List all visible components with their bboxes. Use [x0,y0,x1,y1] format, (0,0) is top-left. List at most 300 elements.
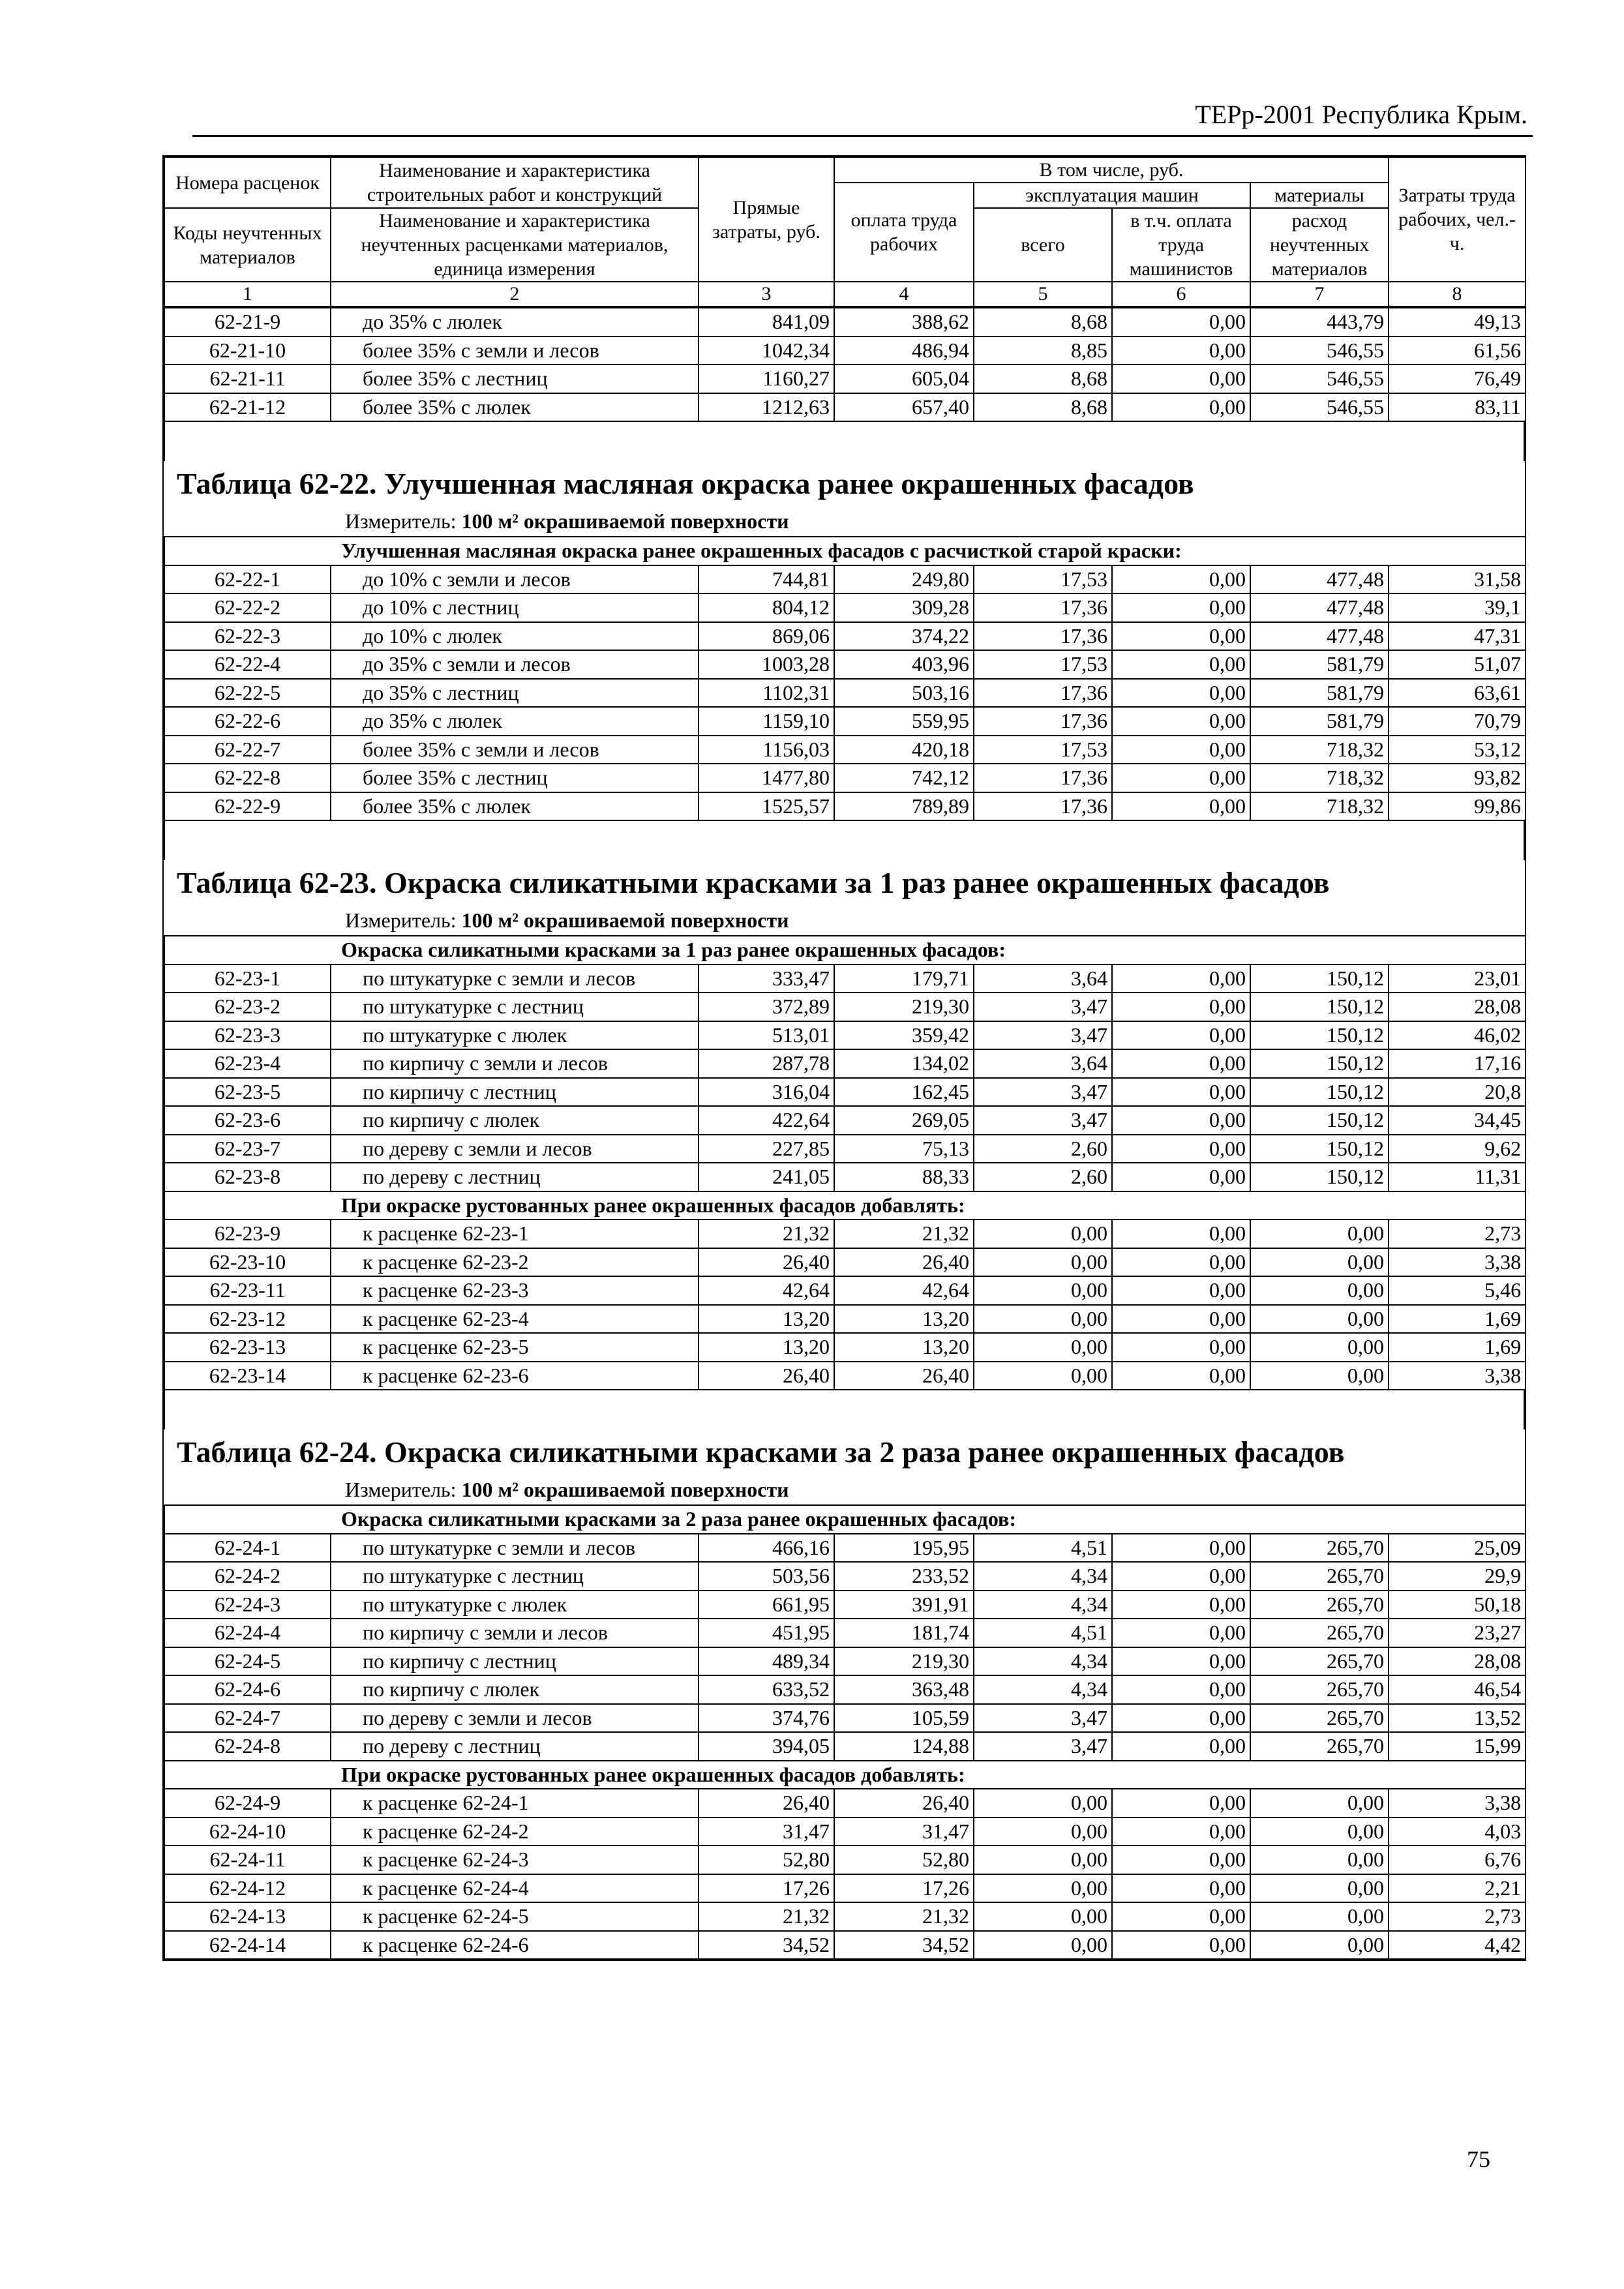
table-row [164,1591,1526,1619]
rate-value: 25,09 [1389,1534,1526,1563]
rate-value: 0,00 [974,1818,1112,1846]
rate-value: 451,95 [699,1619,834,1647]
rate-value: 0,00 [1112,965,1250,993]
rate-value: 13,20 [834,1305,974,1334]
rate-value: 0,00 [1112,1562,1250,1591]
rate-value: 0,00 [1112,1874,1250,1903]
rate-value: 150,12 [1250,1078,1389,1107]
rate-code: 62-24-5 [164,1647,331,1676]
table-row [164,1276,1526,1305]
rate-value: 391,91 [834,1591,974,1619]
table-row [164,1846,1526,1874]
rate-value: 2,60 [974,1163,1112,1191]
rate-value: 150,12 [1250,1021,1389,1050]
rate-value: 83,11 [1389,393,1526,422]
rate-name: к расценке 62-23-6 [331,1362,699,1390]
rate-value: 0,00 [1112,1305,1250,1334]
rate-value: 93,82 [1389,764,1526,792]
rate-code: 62-24-9 [164,1789,331,1818]
rate-value: 88,33 [834,1163,974,1191]
rate-value: 6,76 [1389,1846,1526,1874]
rate-value: 9,62 [1389,1135,1526,1163]
rate-value: 0,00 [1112,764,1250,792]
rate-name: по штукатурке с лестниц [331,993,699,1021]
col-oplata: оплата труда рабочих [834,183,974,282]
rate-value: 34,45 [1389,1106,1526,1135]
rate-value: 0,00 [1112,593,1250,622]
rate-value: 17,53 [974,736,1112,764]
rate-value: 359,42 [834,1021,974,1050]
rate-value: 150,12 [1250,1135,1389,1163]
rate-value: 49,13 [1389,308,1526,337]
rate-value: 26,40 [699,1362,834,1390]
rate-value: 3,47 [974,1021,1112,1050]
rate-value: 1042,34 [699,337,834,365]
rate-value: 50,18 [1389,1591,1526,1619]
rate-value: 181,74 [834,1619,974,1647]
table-row [164,1163,1526,1191]
rate-value: 162,45 [834,1078,974,1107]
table-spacer [164,1390,1525,1429]
rates-document [162,155,1526,1961]
rate-value: 8,68 [974,308,1112,337]
rate-value: 51,07 [1389,650,1526,679]
rate-value: 0,00 [1112,1078,1250,1107]
rates-table [164,536,1526,821]
rate-value: 3,47 [974,993,1112,1021]
col-rashod: расход неучтенных материалов [1250,208,1389,282]
table-row [164,565,1526,594]
col-num: 8 [1389,282,1526,307]
rate-value: 841,09 [699,308,834,337]
rate-value: 265,70 [1250,1562,1389,1591]
rate-value: 17,36 [974,622,1112,651]
rate-code: 62-23-12 [164,1305,331,1334]
rate-value: 0,00 [1250,1874,1389,1903]
rate-code: 62-22-6 [164,707,331,736]
rate-code: 62-21-11 [164,365,331,393]
rate-value: 2,73 [1389,1902,1526,1931]
rate-value: 47,31 [1389,622,1526,651]
rate-code: 62-23-13 [164,1333,331,1362]
rate-code: 62-24-11 [164,1846,331,1874]
rate-value: 219,30 [834,993,974,1021]
rate-value: 4,51 [974,1619,1112,1647]
rate-value: 744,81 [699,565,834,594]
rates-table [164,935,1526,1390]
rate-name: по кирпичу с люлек [331,1106,699,1135]
rate-value: 179,71 [834,965,974,993]
rate-code: 62-24-12 [164,1874,331,1903]
col-nomera: Номера расценок [164,157,331,208]
rate-name: по штукатурке с люлек [331,1591,699,1619]
rate-value: 4,34 [974,1647,1112,1676]
rate-value: 31,47 [834,1818,974,1846]
meter-label: Измеритель: [345,509,457,533]
table-row [164,593,1526,622]
rate-value: 1477,80 [699,764,834,792]
rate-code: 62-23-4 [164,1049,331,1078]
rate-value: 17,36 [974,707,1112,736]
rate-value: 17,53 [974,650,1112,679]
rate-value: 26,40 [834,1789,974,1818]
rate-value: 559,95 [834,707,974,736]
rate-value: 26,40 [834,1362,974,1390]
rate-code: 62-23-10 [164,1248,331,1277]
table-row [164,365,1526,393]
table-meter [164,906,1525,935]
rate-value: 42,64 [834,1276,974,1305]
rate-value: 1003,28 [699,650,834,679]
rate-value: 0,00 [1112,1106,1250,1135]
rate-code: 62-23-3 [164,1021,331,1050]
rate-code: 62-23-1 [164,965,331,993]
col-pryamye: Прямые затраты, руб. [699,157,834,282]
rate-value: 0,00 [1112,1704,1250,1733]
rate-value: 5,46 [1389,1276,1526,1305]
rate-code: 62-24-8 [164,1732,331,1761]
rate-value: 0,00 [1112,993,1250,1021]
rate-value: 0,00 [974,1902,1112,1931]
table-title: Таблица 62-23. Окраска силикатными красками за 1 раз ранее окрашенных фасадов [177,866,1330,899]
rate-value: 1160,27 [699,365,834,393]
rate-value: 15,99 [1389,1732,1526,1761]
rate-value: 23,27 [1389,1619,1526,1647]
table-row [164,1049,1526,1078]
rate-name: по кирпичу с люлек [331,1675,699,1704]
rate-name: по кирпичу с земли и лесов [331,1619,699,1647]
rate-name: по кирпичу с лестниц [331,1078,699,1107]
rate-code: 62-24-3 [164,1591,331,1619]
rate-value: 46,54 [1389,1675,1526,1704]
rate-value: 287,78 [699,1049,834,1078]
table-row [164,1534,1526,1563]
rate-value: 605,04 [834,365,974,393]
rate-value: 333,47 [699,965,834,993]
table-row [164,1219,1526,1248]
rate-value: 0,00 [974,1305,1112,1334]
table-row [164,1789,1526,1818]
rate-value: 0,00 [974,1931,1112,1960]
col-num: 5 [974,282,1112,307]
rate-code: 62-24-1 [164,1534,331,1563]
col-num: 3 [699,282,834,307]
rate-name: к расценке 62-24-4 [331,1874,699,1903]
rate-value: 2,73 [1389,1219,1526,1248]
rate-value: 8,68 [974,393,1112,422]
rate-name: до 10% с земли и лесов [331,565,699,594]
table-row [164,1362,1526,1390]
rate-value: 0,00 [1112,1675,1250,1704]
rate-value: 581,79 [1250,650,1389,679]
rate-value: 21,32 [834,1902,974,1931]
rate-name: по дереву с земли и лесов [331,1135,699,1163]
rate-code: 62-22-8 [164,764,331,792]
table-spacer [164,821,1525,860]
rate-value: 0,00 [1112,1276,1250,1305]
rate-value: 3,47 [974,1078,1112,1107]
rate-value: 0,00 [1112,308,1250,337]
rate-value: 477,48 [1250,593,1389,622]
rate-value: 0,00 [1250,1333,1389,1362]
rate-code: 62-22-2 [164,593,331,622]
rate-value: 0,00 [1112,1619,1250,1647]
rate-code: 62-22-9 [164,792,331,821]
rate-name: до 35% с люлек [331,707,699,736]
col-v-tch: в т.ч. оплата труда машинистов [1112,208,1250,282]
col-num: 2 [331,282,699,307]
col-num: 1 [164,282,331,307]
meter-value: 100 м² окрашиваемой поверхности [461,908,789,932]
col-ekspluatatsiya: эксплуатация машин [974,183,1250,208]
rate-value: 265,70 [1250,1675,1389,1704]
rate-code: 62-21-12 [164,393,331,422]
rate-value: 0,00 [1250,1818,1389,1846]
rate-value: 3,38 [1389,1248,1526,1277]
rate-value: 546,55 [1250,393,1389,422]
rate-value: 17,36 [974,764,1112,792]
col-zatraty: Затраты труда рабочих, чел.-ч. [1389,157,1526,282]
col-num: 7 [1250,282,1389,307]
rate-value: 0,00 [1112,1789,1250,1818]
rate-value: 546,55 [1250,365,1389,393]
rate-value: 0,00 [1112,1219,1250,1248]
rate-value: 0,00 [1112,565,1250,594]
rate-value: 869,06 [699,622,834,651]
rate-value: 76,49 [1389,365,1526,393]
rate-name: более 35% с люлек [331,393,699,422]
rate-value: 3,47 [974,1106,1112,1135]
table-row [164,792,1526,821]
rate-value: 17,36 [974,679,1112,708]
rate-value: 0,00 [1112,337,1250,365]
rate-value: 3,47 [974,1732,1112,1761]
rate-name: более 35% с лестниц [331,764,699,792]
rate-value: 0,00 [974,1846,1112,1874]
table-row [164,1732,1526,1761]
rate-value: 13,20 [699,1305,834,1334]
rate-name: по дереву с лестниц [331,1732,699,1761]
rate-name: по кирпичу с земли и лесов [331,1049,699,1078]
rate-name: по дереву с лестниц [331,1163,699,1191]
rate-value: 477,48 [1250,622,1389,651]
rate-value: 249,80 [834,565,974,594]
rate-value: 1212,63 [699,393,834,422]
rate-value: 29,9 [1389,1562,1526,1591]
rate-code: 62-23-11 [164,1276,331,1305]
rate-value: 17,16 [1389,1049,1526,1078]
rate-code: 62-23-2 [164,993,331,1021]
col-v-tom-chisle: В том числе, руб. [834,157,1389,183]
rate-name: к расценке 62-23-5 [331,1333,699,1362]
col-naimenovanie: Наименование и характеристика строительных работ и конструкций [331,157,699,208]
rate-value: 150,12 [1250,993,1389,1021]
rate-value: 0,00 [1112,1931,1250,1960]
rate-value: 53,12 [1389,736,1526,764]
rate-value: 422,64 [699,1106,834,1135]
rates-table [164,1504,1526,1960]
rate-value: 26,40 [834,1248,974,1277]
rate-name: до 10% с люлек [331,622,699,651]
rate-value: 0,00 [974,1874,1112,1903]
rate-value: 39,1 [1389,593,1526,622]
table-row [164,1106,1526,1135]
rate-value: 13,52 [1389,1704,1526,1733]
rate-value: 0,00 [1112,393,1250,422]
rate-value: 21,32 [834,1219,974,1248]
rate-value: 46,02 [1389,1021,1526,1050]
rate-value: 466,16 [699,1534,834,1563]
rate-value: 4,34 [974,1591,1112,1619]
rate-code: 62-24-10 [164,1818,331,1846]
table-row [164,707,1526,736]
table-row [164,337,1526,365]
rate-value: 0,00 [1112,1902,1250,1931]
rate-value: 0,00 [1112,1021,1250,1050]
rate-value: 42,64 [699,1276,834,1305]
rate-value: 28,08 [1389,1647,1526,1676]
rate-value: 265,70 [1250,1534,1389,1563]
rate-name: к расценке 62-23-3 [331,1276,699,1305]
column-header-table [164,157,1526,307]
rate-value: 0,00 [1112,1818,1250,1846]
rate-value: 503,56 [699,1562,834,1591]
rate-value: 443,79 [1250,308,1389,337]
rate-value: 150,12 [1250,965,1389,993]
rate-value: 0,00 [1112,622,1250,651]
rate-value: 26,40 [699,1248,834,1277]
rate-value: 52,80 [699,1846,834,1874]
rate-value: 61,56 [1389,337,1526,365]
rate-value: 661,95 [699,1591,834,1619]
rate-value: 241,05 [699,1163,834,1191]
rate-value: 8,85 [974,337,1112,365]
rate-value: 8,68 [974,365,1112,393]
rate-value: 0,00 [1112,1362,1250,1390]
rate-value: 31,58 [1389,565,1526,594]
rate-value: 403,96 [834,650,974,679]
meter-value: 100 м² окрашиваемой поверхности [461,1478,789,1501]
rate-value: 0,00 [974,1333,1112,1362]
rate-value: 0,00 [1112,650,1250,679]
rate-value: 17,36 [974,593,1112,622]
rate-value: 3,38 [1389,1362,1526,1390]
table-row [164,1902,1526,1931]
section-row [164,1191,1526,1220]
rate-value: 195,95 [834,1534,974,1563]
rate-code: 62-22-7 [164,736,331,764]
rate-value: 17,26 [699,1874,834,1903]
rate-value: 0,00 [974,1219,1112,1248]
col-kody: Коды неучтенных материалов [164,208,331,282]
rate-code: 62-22-1 [164,565,331,594]
rate-value: 0,00 [1112,1732,1250,1761]
table-row [164,1874,1526,1903]
rate-value: 0,00 [1250,1931,1389,1960]
rate-value: 0,00 [974,1362,1112,1390]
rate-value: 0,00 [1112,736,1250,764]
rate-value: 4,34 [974,1562,1112,1591]
table-row [164,1704,1526,1733]
rate-value: 486,94 [834,337,974,365]
rate-value: 0,00 [1112,1135,1250,1163]
rate-value: 13,20 [699,1333,834,1362]
rate-name: к расценке 62-23-4 [331,1305,699,1334]
rate-value: 269,05 [834,1106,974,1135]
rate-value: 0,00 [1112,1248,1250,1277]
rate-code: 62-23-6 [164,1106,331,1135]
rate-name: по штукатурке с лестниц [331,1562,699,1591]
rate-value: 265,70 [1250,1647,1389,1676]
rate-value: 374,22 [834,622,974,651]
rate-value: 633,52 [699,1675,834,1704]
rate-value: 4,34 [974,1675,1112,1704]
rate-name: до 35% с лестниц [331,679,699,708]
rate-name: до 35% с земли и лесов [331,650,699,679]
rate-code: 62-22-5 [164,679,331,708]
rate-value: 3,38 [1389,1789,1526,1818]
rate-value: 477,48 [1250,565,1389,594]
rate-name: к расценке 62-24-5 [331,1902,699,1931]
rate-value: 3,64 [974,1049,1112,1078]
rate-value: 0,00 [1112,707,1250,736]
rate-value: 0,00 [1112,1049,1250,1078]
rate-value: 657,40 [834,393,974,422]
table-row [164,1675,1526,1704]
rates-table [164,307,1526,422]
meter-value: 100 м² окрашиваемой поверхности [461,509,789,533]
rate-name: к расценке 62-23-1 [331,1219,699,1248]
table-row [164,679,1526,708]
table-row [164,1931,1526,1960]
rate-value: 394,05 [699,1732,834,1761]
col-naimenovanie2: Наименование и характеристика неучтенных расценками материалов, единица измерения [331,208,699,282]
rate-value: 581,79 [1250,679,1389,708]
rate-name: до 10% с лестниц [331,593,699,622]
table-row [164,736,1526,764]
table-title: Таблица 62-22. Улучшенная масляная окраска ранее окрашенных фасадов [177,467,1194,500]
rate-value: 124,88 [834,1732,974,1761]
table-row [164,1078,1526,1107]
rate-value: 17,53 [974,565,1112,594]
rate-value: 21,32 [699,1219,834,1248]
table-row [164,1248,1526,1277]
table-row [164,1619,1526,1647]
rate-value: 3,64 [974,965,1112,993]
section-row [164,537,1526,565]
rate-value: 1102,31 [699,679,834,708]
rate-value: 0,00 [1112,1163,1250,1191]
rate-code: 62-24-13 [164,1902,331,1931]
col-vsego: всего [974,208,1112,282]
table-row [164,1135,1526,1163]
rate-value: 52,80 [834,1846,974,1874]
section-row [164,936,1526,965]
rate-value: 265,70 [1250,1704,1389,1733]
meter-label: Измеритель: [345,908,457,932]
rate-value: 134,02 [834,1049,974,1078]
table-row [164,1305,1526,1334]
rate-value: 718,32 [1250,792,1389,821]
rate-value: 3,47 [974,1704,1112,1733]
rate-value: 0,00 [1112,1647,1250,1676]
col-num: 4 [834,282,974,307]
table-row [164,993,1526,1021]
rate-value: 2,21 [1389,1874,1526,1903]
table-row [164,1333,1526,1362]
rate-value: 420,18 [834,736,974,764]
section-title: Окраска силикатными красками за 2 раза ранее окрашенных фасадов: [164,1505,1526,1534]
